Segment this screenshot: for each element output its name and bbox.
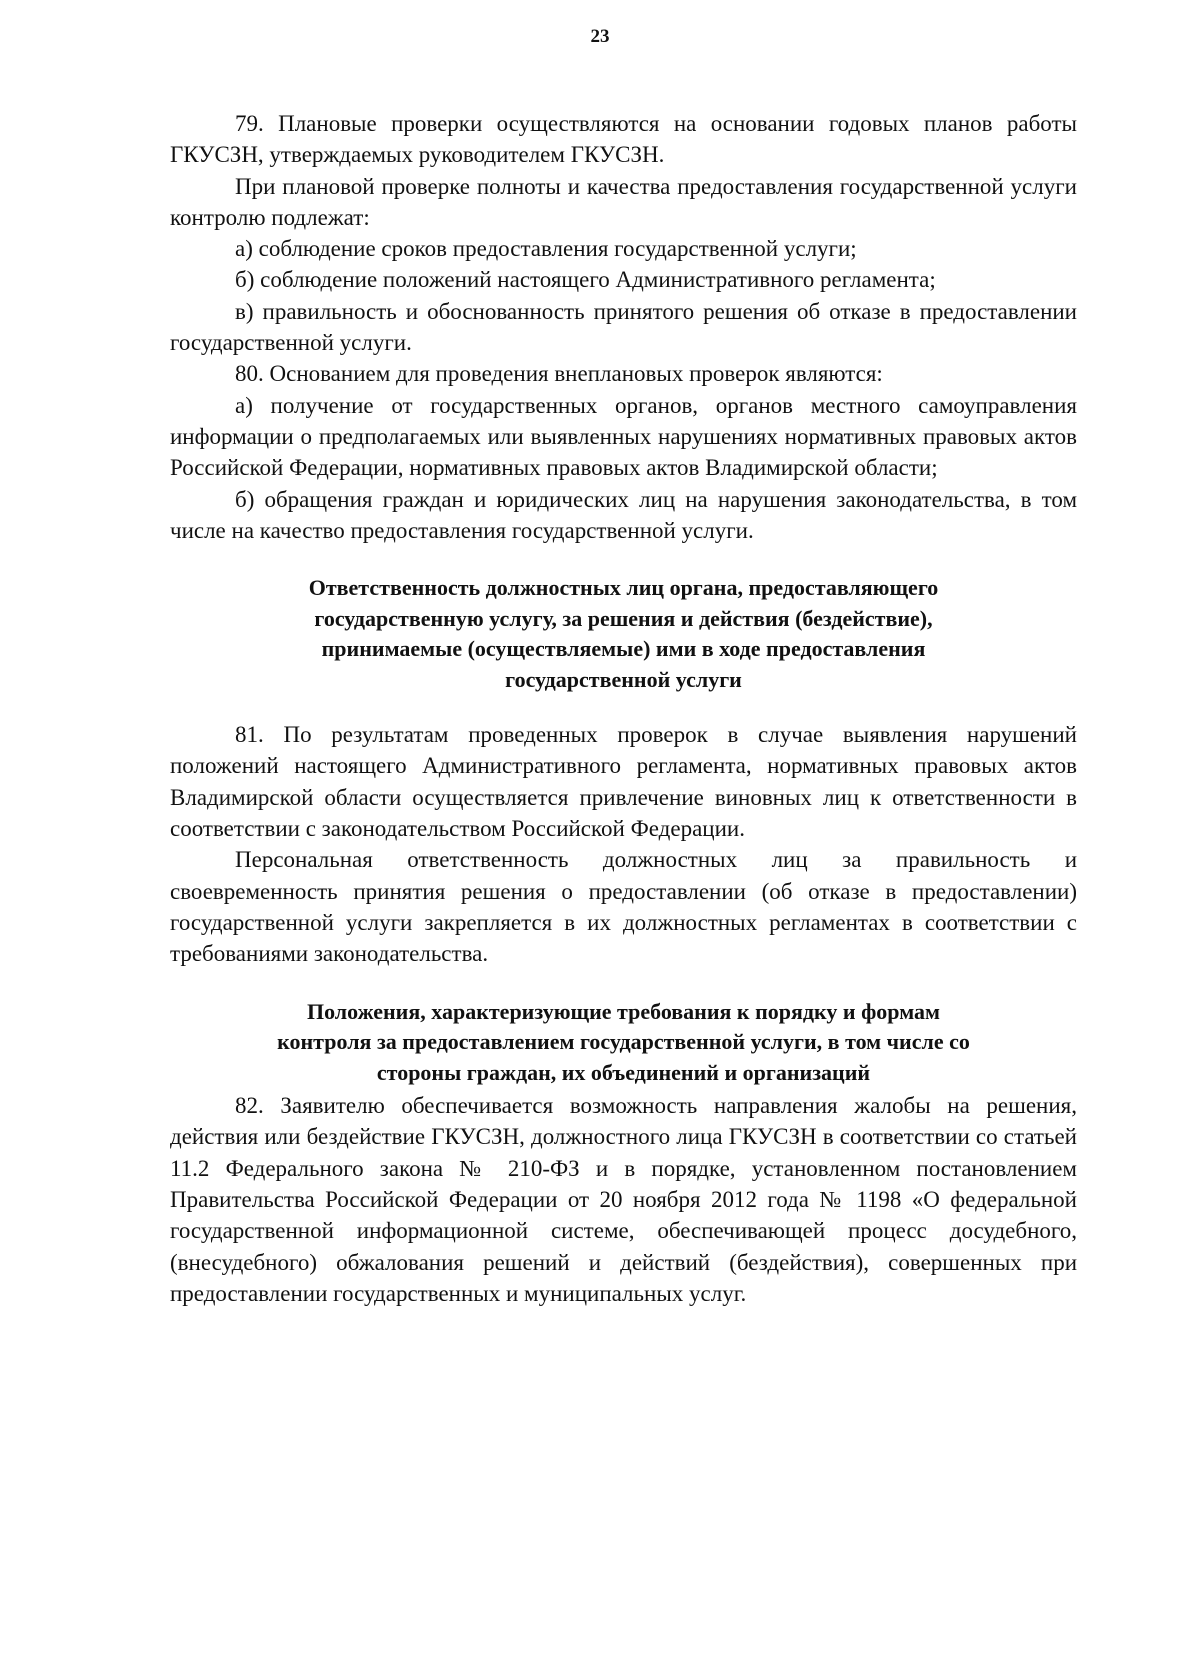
section-control-provisions xyxy=(170,1090,1077,1309)
paragraph-personal-responsibility: Персональная ответственность должностных лиц за правильность и своевременность принятия решения о предоставлении (об отказе в предоставлении) государственной услуги закрепляется в их должностных регламентах в соответствии с требованиями законодательства. xyxy=(170,847,1077,967)
heading-line: Положения, характеризующие требования к порядку и формам xyxy=(306,998,941,1024)
heading-line: контроля за предоставлением государственной услуги, в том числе со xyxy=(277,1029,970,1055)
page-number: 23 xyxy=(590,26,610,47)
section-responsibility xyxy=(170,719,1077,969)
heading-line: стороны граждан, их объединений и организаций xyxy=(376,1059,871,1085)
list-item-a-80: а) получение от государственных органов, органов местного самоуправления информации о предполагаемых или выявленных нарушениях нормативных правовых актов Российской Федерации, нормативных правовых актов Владимирской области; xyxy=(170,392,1077,481)
paragraph-81: 81. По результатам проведенных проверок в случае выявления нарушений положений настоящего Административного регламента, нормативных правовых актов Владимирской области осуществляется привлечение виновных лиц к ответственности в соответствии с законодательством Российской Федерации. xyxy=(170,722,1077,842)
paragraph-planned-check: При плановой проверке полноты и качества предоставления государственной услуги контролю подлежат: xyxy=(170,173,1077,230)
section-heading-control-provisions xyxy=(170,997,1077,1089)
list-item-b: б) соблюдение положений настоящего Административного регламента; xyxy=(235,267,936,293)
paragraph-82: 82. Заявителю обеспечивается возможность направления жалобы на решения, действия или бездействие ГКУСЗН, должностного лица ГКУСЗН в соответствии со статьей 11.2 Федерального закона № 210-ФЗ и в порядке, установленном постановлением Правительства Российской Федерации от 20 ноября 2012 года № 1198 «О федеральной государственной информационной системе, обеспечивающей процесс досудебного, (внесудебного) обжалования решений и действий (бездействия), совершенных при предоставлении государственных и муниципальных услуг. xyxy=(170,1093,1077,1306)
heading-line: государственной услуги xyxy=(505,666,742,692)
paragraph-80: 80. Основанием для проведения внеплановых проверок являются: xyxy=(235,361,883,387)
list-item-b-80: б) обращения граждан и юридических лиц на нарушения законодательства, в том числе на качество предоставления государственной услуги. xyxy=(170,486,1077,543)
document-body xyxy=(170,108,1077,1309)
list-item-a: а) соблюдение сроков предоставления государственной услуги; xyxy=(235,236,857,262)
heading-line: Ответственность должностных лиц органа, предоставляющего xyxy=(308,575,939,601)
heading-line: государственную услугу, за решения и действия (бездействие), xyxy=(314,605,933,631)
section-planned-inspections xyxy=(170,108,1077,546)
list-item-v: в) правильность и обоснованность принятого решения об отказе в предоставлении государственной услуги. xyxy=(170,298,1077,356)
heading-line: принимаемые (осуществляемые) ими в ходе предоставления xyxy=(321,636,926,662)
section-heading-responsibility xyxy=(170,573,1077,695)
paragraph-79: 79. Плановые проверки осуществляются на основании годовых планов работы ГКУСЗН, утверждаемых руководителем ГКУСЗН. xyxy=(170,111,1077,168)
